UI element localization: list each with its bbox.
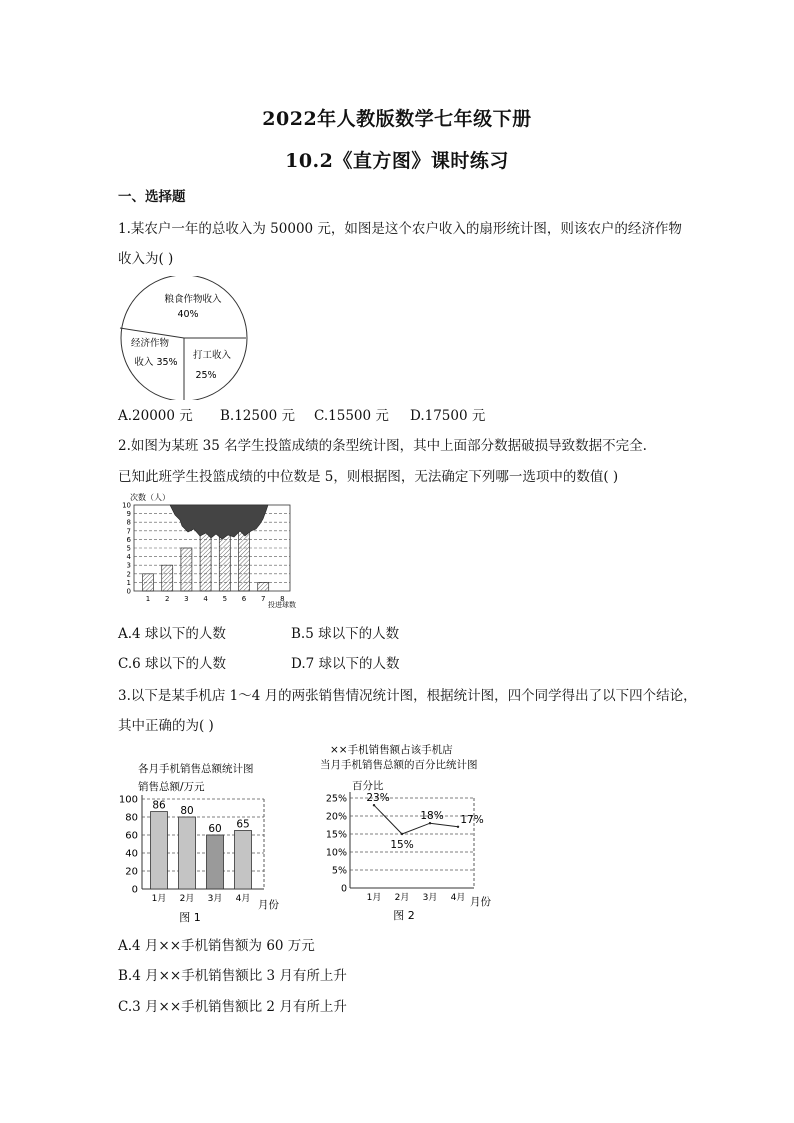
fig2-point — [429, 822, 431, 824]
q2-option-c: C.6 球以下的人数 — [118, 656, 227, 672]
q1-option-b: B.12500 元 — [220, 408, 295, 424]
q2-option-d: D.7 球以下的人数 — [291, 656, 400, 672]
q2-bar — [200, 531, 211, 591]
fig2-data-label: 17% — [460, 813, 484, 826]
q3-stem-line1: 3.以下是某手机店 1～4 月的两张销售情况统计图，根据统计图，四个同学得出了以下四个结论， — [118, 688, 697, 704]
q3-fig1-bar-chart — [114, 755, 290, 927]
q2-y-tick-label: 6 — [126, 535, 131, 544]
q1-option-c: C.15500 元 — [314, 408, 389, 424]
q2-y-tick-label: 5 — [126, 544, 131, 553]
pie-label-work: 打工收入 — [192, 350, 232, 361]
fig1-y-label: 销售总额/万元 — [138, 781, 205, 793]
q2-y-tick-label: 2 — [126, 570, 131, 579]
fig1-data-label: 65 — [236, 818, 250, 831]
q1-stem-line1: 1.某农户一年的总收入为 50000 元，如图是这个农户收入的扇形统计图，则该农户的经济作物 — [118, 221, 682, 237]
fig1-y-tick-label: 60 — [125, 830, 138, 842]
q2-x-tick-label: 5 — [222, 595, 228, 603]
q2-x-tick-label: 4 — [203, 595, 208, 603]
pie-label-grain: 粮食作物收入 — [164, 294, 222, 305]
fig1-y-tick-label: 20 — [125, 866, 138, 878]
q2-y-tick-label: 4 — [126, 553, 131, 562]
fig2-data-label: 15% — [390, 839, 414, 851]
fig2-x-tick-label: 4月 — [450, 893, 466, 903]
fig2-caption: 图 2 — [393, 909, 415, 922]
fig1-y-tick-label: 0 — [131, 884, 138, 896]
q2-y-axis-label: 次数（人） — [130, 493, 170, 502]
fig1-caption: 图 1 — [179, 911, 201, 924]
fig1-x-tick-label: 3月 — [207, 894, 223, 904]
pie-pct-work: 25% — [195, 370, 217, 381]
fig2-x-tick-label: 2月 — [394, 893, 410, 903]
fig2-y-tick-label: 10% — [325, 847, 347, 859]
q3-fig2-line-chart — [318, 742, 500, 927]
q2-option-b: B.5 球以下的人数 — [291, 626, 400, 642]
fig1-bar — [207, 835, 224, 889]
fig1-y-tick-label: 80 — [125, 812, 138, 824]
q2-y-tick-label: 0 — [126, 587, 131, 596]
q2-y-tick-label: 7 — [126, 527, 131, 536]
q1-pie-chart — [118, 276, 250, 400]
q2-bar — [181, 548, 192, 591]
fig1-data-label: 80 — [180, 805, 194, 817]
fig1-y-tick-label: 40 — [125, 848, 138, 860]
q2-bar — [162, 565, 173, 591]
q2-bar — [219, 531, 230, 591]
q2-y-tick-label: 9 — [126, 510, 131, 519]
q2-bar — [239, 531, 250, 591]
q2-torn-region — [170, 505, 268, 539]
fig1-bar — [179, 817, 196, 889]
fig2-y-tick-label: 15% — [325, 829, 347, 841]
fig2-point — [401, 833, 403, 835]
fig1-data-label: 60 — [208, 823, 222, 835]
q2-x-tick-label: 1 — [145, 595, 151, 603]
fig2-data-label: 23% — [366, 792, 390, 805]
q3-stem-line2: 其中正确的为( ) — [118, 718, 214, 734]
fig2-point — [373, 804, 375, 806]
pie-label-econ: 经济作物 — [130, 338, 170, 349]
fig1-title: 各月手机销售总额统计图 — [138, 763, 254, 775]
section-heading: 一、选择题 — [118, 189, 186, 205]
q2-stem-line1: 2.如图为某班 35 名学生投篮成绩的条型统计图，其中上面部分数据破损导致数据不完全. — [118, 438, 647, 454]
pie-label-econ-pct: 收入 35% — [134, 357, 178, 368]
fig2-series-line — [374, 805, 458, 834]
q2-x-tick-label: 3 — [184, 595, 189, 603]
q2-x-axis-label: 投进球数 — [268, 601, 296, 609]
fig2-point — [457, 826, 459, 828]
fig2-x-tick-label: 1月 — [366, 893, 382, 903]
q2-y-tick-label: 3 — [126, 561, 131, 570]
q2-x-tick-label: 6 — [241, 595, 247, 603]
fig2-data-label: 18% — [420, 810, 444, 823]
fig1-data-label: 86 — [152, 799, 166, 812]
fig1-y-tick-label: 100 — [118, 794, 138, 806]
q3-option-b: B.4 月××手机销售额比 3 月有所上升 — [118, 968, 347, 984]
q2-bar-chart — [118, 491, 308, 611]
page-title: 2022年人教版数学七年级下册 — [262, 108, 532, 130]
q3-option-a: A.4 月××手机销售额为 60 万元 — [118, 938, 315, 954]
fig1-bar — [151, 812, 168, 889]
q2-bar — [258, 582, 269, 591]
fig2-y-tick-label: 5% — [331, 865, 347, 877]
fig1-x-tick-label: 2月 — [179, 894, 195, 904]
fig2-y-tick-label: 25% — [325, 793, 347, 805]
fig1-bar — [235, 831, 252, 890]
q2-option-a: A.4 球以下的人数 — [118, 626, 226, 642]
q2-stem-line2: 已知此班学生投篮成绩的中位数是 5，则根据图，无法确定下列哪一选项中的数值( ) — [118, 469, 619, 485]
fig1-x-tick-label: 4月 — [235, 894, 251, 904]
fig2-title-line1: ××手机销售额占该手机店 — [330, 744, 453, 756]
fig1-x-tick-label: 1月 — [151, 894, 167, 904]
q2-y-tick-label: 10 — [122, 501, 131, 510]
q2-x-tick-label: 2 — [164, 595, 170, 603]
fig2-y-label: 百分比 — [352, 780, 384, 792]
q3-option-c: C.3 月××手机销售额比 2 月有所上升 — [118, 999, 347, 1015]
fig1-x-label: 月份 — [258, 899, 279, 911]
fig2-x-tick-label: 3月 — [422, 893, 438, 903]
fig2-title-line2: 当月手机销售总额的百分比统计图 — [320, 759, 478, 771]
page-subtitle: 10.2《直方图》课时练习 — [285, 150, 509, 172]
q2-x-tick-label: 7 — [260, 595, 266, 603]
q1-stem-line2: 收入为( ) — [118, 251, 174, 267]
fig2-y-tick-label: 0 — [340, 883, 347, 895]
q2-y-tick-label: 1 — [126, 578, 131, 587]
q2-x-tick-label: 8 — [280, 595, 285, 603]
q1-option-a: A.20000 元 — [118, 408, 193, 424]
fig2-y-tick-label: 20% — [325, 811, 347, 823]
q2-y-tick-label: 8 — [126, 518, 131, 527]
pie-pct-grain: 40% — [177, 309, 199, 320]
q1-option-d: D.17500 元 — [410, 408, 486, 424]
fig2-x-label: 月份 — [470, 896, 491, 908]
q2-bar — [143, 574, 154, 591]
